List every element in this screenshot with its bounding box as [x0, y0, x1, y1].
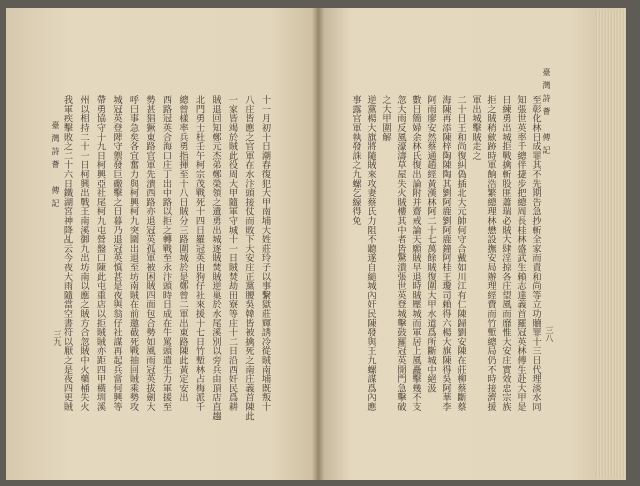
text-column: 軍出城擊賊走之 [470, 95, 481, 161]
left-page-number: 三九 [53, 330, 62, 346]
text-column: 賊退回知鄭元杰弟鄭榮領之遺勇出城逐賊焚賊逆巢於水尾溪別以旁兵由頂店直趨 [210, 95, 221, 421]
text-column: 勢甚猖獗東路官軍先潰西路亦退冠英孤軍被困賊四面包合勢如風雨冠英拔劍大 [144, 95, 155, 412]
text-column: 州以相持二十一日柯興出戰王南溪御九出坊南以應之賊方合忽賊中火藥桶失火 [78, 95, 89, 412]
text-column: 我軍疾擊敗之二十六日鐵湖宮神降乩云今夜大雨隨當空書符以厭之是夜四更賊 [61, 95, 73, 412]
text-column: 海陳再添陳梓陶陳陶其劉阿鹿劉阿鹿鐘阿桂王瓊司賴得六楊大旗陳得吳阿華李 [440, 95, 451, 412]
book-gutter [312, 8, 324, 480]
text-column: 八庄皆應之官軍在水汴頭接仗而敗下大安庄正黨腰吳韓皆被擒死之南庄義首陳此 [243, 95, 254, 421]
right-page-number: 三八 [545, 326, 554, 342]
right-text-body [348, 95, 543, 425]
text-column: 呼曰事急矣各宜奮力與柯興柯九突圍出退至坊南賊在前邀截死戰抽回賊乘勢攻 [127, 95, 139, 412]
open-book [6, 8, 626, 480]
text-column: 二十日王和尚復糾偽插北大元帥何守合戴如川江有仁陳歸劉安陳在莊柳蔡斷蔡 [455, 95, 466, 412]
text-column: 至彰化林日成罪其不先期告急抄斬全家而責和尚等立功贖罪十三日代理淡水同 [530, 95, 541, 412]
text-column: 阿雨廖安然蔡通趙經黃漢林阿二十七萬餘賊復圍大甲水道爲所斷城中絕汲 [425, 95, 436, 393]
right-page [318, 8, 596, 480]
text-column: 之大甲圍解 [380, 95, 391, 142]
header-section: 傳記 [51, 186, 60, 212]
header-section: 傳記 [542, 133, 551, 159]
text-column: 總曾樣率兵勇指揮至十八日賊分三路圍城於是鄭曾二軍出東路陳此黃定安出 [177, 95, 188, 402]
text-column: 逆黨楊大旗將隨賊來攻妻蔡氏力阻不聽遂自縋城內奸民陳發與王九螺謀爲內應 [365, 95, 376, 412]
text-column: 城冠英登陴守禦發巨礮擊之日暮乃退冠英慎甚是夜與翁仔社謀再起兵當何興等 [111, 95, 122, 412]
page-edges [596, 10, 626, 478]
text-column: 十一月初十日潮春復犯大甲南埔大姓莊玲子以事繫獄莊輝誘冷從賊南埔既叛十 [259, 95, 271, 412]
header-title: 臺灣詩薈 [51, 121, 60, 173]
text-column: 北門勇士杜壬午柯宗茂戰死十四日羅冠英由狗仔社來援十七日竹塹林占梅派千 [193, 95, 205, 412]
text-column: 西路冠英合海口庄丁出中路以拒之轉戰至永汴頭時日成在牛罵頭遣生力軍援至 [160, 95, 172, 412]
text-column: 數日簡婦余林氏復出論附并齋戒論天願賊早退時賊壓城而軍居上風矗擊幾不支 [410, 95, 421, 412]
text-column: 知張世英率千總伴捷步把總周長桂林盛武生賴志達義首羅冠英林傳生赴大甲是 [515, 95, 526, 412]
left-text-body [58, 95, 273, 425]
header-title: 臺灣詩薈 [542, 68, 551, 120]
text-column: 事露官軍執發誅之九螺乞線得免 [350, 95, 361, 226]
text-column: 拒之賊稍歛跡時軍餉浩繁總理林懋設撫安局辦理經費而竹塹總局仍不時接濟援 [485, 95, 496, 412]
text-column: 帶勇協守十九日柯興亞社尾柯九屯營盤口陳此屯重店以拒賊賊亦距四甲橫圳溪 [94, 95, 106, 412]
text-column: 一家皆竭於賊此役周大甲隨軍守城十一日賊焚劫田寮等庄十二日沿西奸民爲耕 [226, 95, 238, 412]
text-column: 日練勇出城拒戰擒斬股匪蕭瑞必賊大肆淫掠各庄望風而靡惟大安庄實效忠宗族 [500, 95, 511, 412]
text-column: 忽大雨反風濠濤草屋失火賊樓其中者皆驚潰張世英登城擊鼓羅冠英開門急擊破 [395, 95, 406, 412]
left-page [6, 8, 318, 480]
